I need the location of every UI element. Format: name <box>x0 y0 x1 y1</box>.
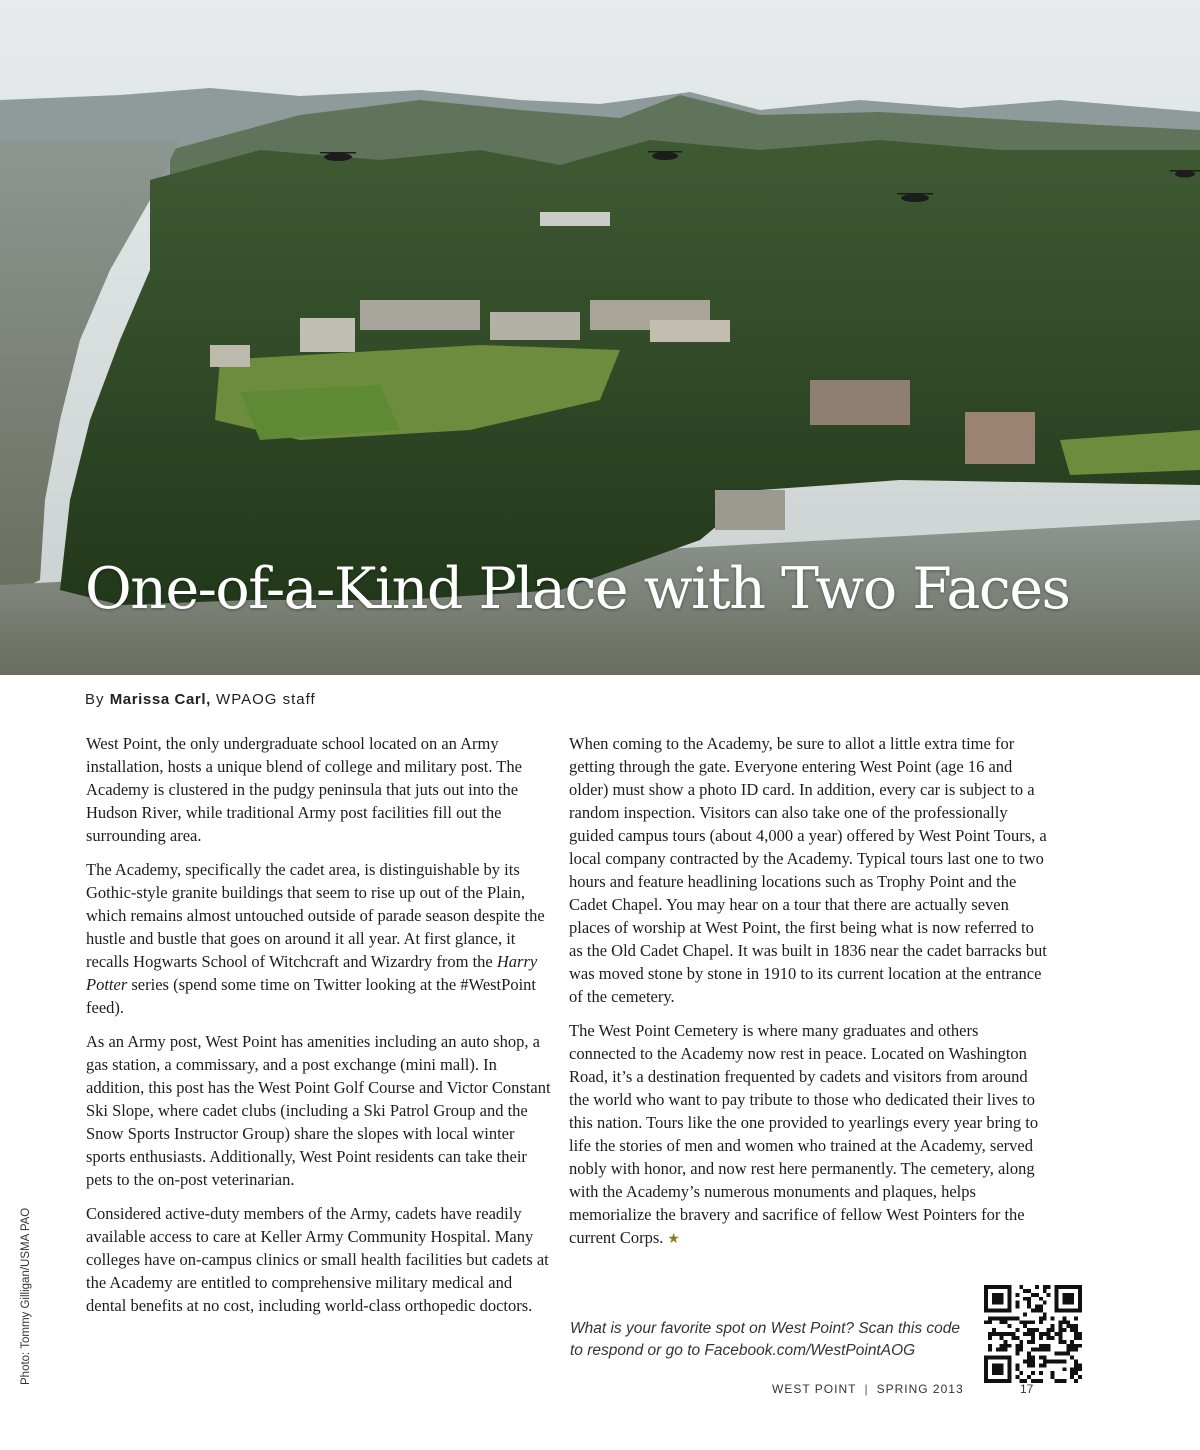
star-icon: ★ <box>667 1232 680 1247</box>
article-column-left <box>86 732 554 1328</box>
paragraph <box>569 1019 1049 1251</box>
callout-line: What is your favorite spot on West Point? Scan this code <box>570 1320 960 1337</box>
footer-issue: SPRING 2013 <box>876 1382 964 1396</box>
paragraph: As an Army post, West Point has amenities including an auto shop, a gas station, a commissary, and a post exchange (mini mall). In addition, this post has the West Point Golf Course and Victor Constant Ski Slope, where cadet clubs (including a Ski Patrol Group and the Snow Sports Instructor Group) share the slopes with local winter sports enthusiasts. Additionally, West Point residents can take their pets to the on-post veterinarian. <box>86 1032 551 1189</box>
paragraph-text: series (spend some time on Twitter looking at the #WestPoint feed). <box>86 975 536 1017</box>
callout-line: to respond or go to Facebook.com/WestPointAOG <box>570 1342 916 1359</box>
qr-callout-text <box>570 1318 980 1362</box>
paragraph-text: The West Point Cemetery is where many graduates and others connected to the Academy now rest in peace. Located on Washington Road, it’s a destination frequented by cadets and visitors from around the world who want to pay tribute to those who dedicated their lives to this nation. Tours like the one provided to yearlings every year bring to life the stories of men and women who trained at the Academy, served nobly with honor, and now rest here permanently. The cemetery, along with the Academy’s numerous monuments and plaques, helps memorialize the bravery and sacrifice of fellow West Pointers for the current Corps. <box>569 1021 1039 1247</box>
byline-author: Marissa Carl, <box>109 691 211 708</box>
footer <box>772 1382 964 1396</box>
qr-code-icon[interactable] <box>984 1285 1082 1383</box>
photo-credit: Photo: Tommy Gilligan/USMA PAO <box>20 1207 32 1385</box>
footer-publication: WEST POINT <box>772 1382 857 1396</box>
hero-photo <box>0 0 1200 675</box>
byline <box>85 691 316 708</box>
byline-prefix: By <box>85 691 105 708</box>
paragraph: Considered active-duty members of the Army, cadets have readily available access to care at Keller Army Community Hospital. Many colleges have on-campus clinics or small health facilities but cadets at the Academy are entitled to comprehensive military medical and dental benefits at no cost, including world-class orthopedic doctors. <box>86 1204 549 1315</box>
paragraph: When coming to the Academy, be sure to allot a little extra time for getting through the gate. Everyone entering West Point (age 16 and older) must show a photo ID card. In addition, every car is subject to a random inspection. Visitors can also take one of the professionally guided campus tours (about 4,000 a year) offered by West Point Tours, a local company contracted by the Academy. Typical tours last one to two hours and feature headlining locations such as Trophy Point and the Cadet Chapel. You may hear on a tour that there are actually seven places of worship at West Point, the first being what is now referred to as the Old Cadet Chapel. It was built in 1836 near the cadet barracks but was moved stone by stone in 1910 to its current location at the entrance of the cemetery. <box>569 734 1047 1006</box>
paragraph: West Point, the only undergraduate school located on an Army installation, hosts a unique blend of college and military post. The Academy is clustered in the pudgy peninsula that juts out into the Hudson River, while traditional Army post facilities fill out the surrounding area. <box>86 734 522 845</box>
article-title: One-of-a-Kind Place with Two Faces <box>85 556 1070 622</box>
paragraph <box>86 858 554 1019</box>
byline-role: WPAOG staff <box>216 691 316 708</box>
book-title: Harry Potter <box>86 952 538 994</box>
article-column-right <box>569 732 1049 1262</box>
paragraph-text: The Academy, specifically the cadet area, is distinguishable by its Gothic-style granite buildings that seem to rise up out of the Plain, which remains almost untouched outside of parade season despite the hustle and bustle that goes on around it all year. At first glance, it recalls Hogwarts School of Witchcraft and Wizardry from the <box>86 860 545 971</box>
page-number: 17 <box>1020 1382 1034 1396</box>
footer-separator: | <box>864 1382 869 1396</box>
